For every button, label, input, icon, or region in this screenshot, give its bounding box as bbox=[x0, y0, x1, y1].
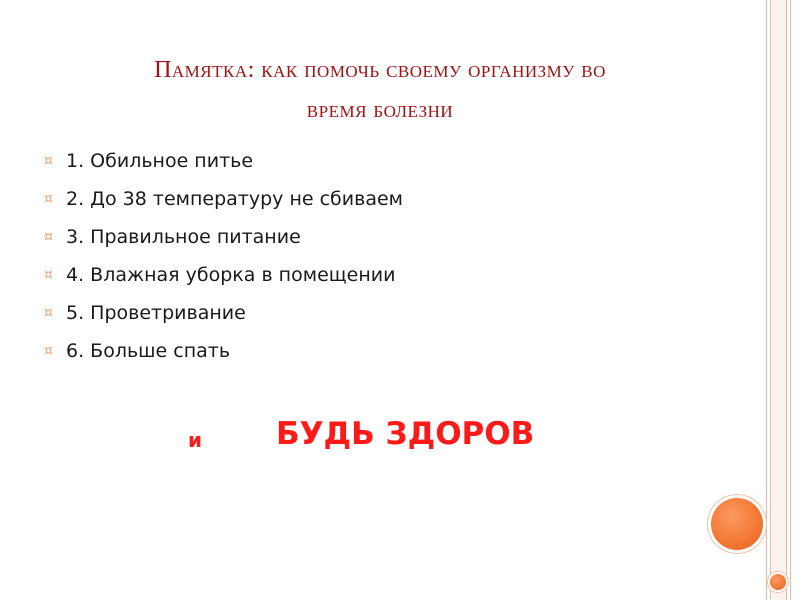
decorative-border-line bbox=[770, 0, 771, 600]
decorative-border-line bbox=[790, 0, 791, 600]
decorative-border-line bbox=[766, 0, 767, 600]
list-item-text: 2. До 38 температуру не сбиваем bbox=[66, 188, 403, 210]
slide-title bbox=[40, 50, 720, 130]
decorative-orange-circle-large bbox=[711, 498, 763, 550]
title-line-1: Памятка: как помочь своему организму во bbox=[154, 57, 606, 83]
decorative-border-line bbox=[786, 0, 787, 600]
bullet-icon: ¤ bbox=[44, 153, 53, 169]
list-item bbox=[44, 180, 403, 218]
list-item-text: 6. Больше спать bbox=[66, 340, 231, 362]
closing-conjunction: и bbox=[188, 428, 203, 452]
list-item bbox=[44, 218, 403, 256]
bullet-icon: ¤ bbox=[44, 305, 53, 321]
list-item-text: 4. Влажная уборка в помещении bbox=[66, 264, 396, 286]
bullet-icon: ¤ bbox=[44, 229, 53, 245]
closing-message: БУДЬ ЗДОРОВ bbox=[276, 416, 535, 452]
list-item bbox=[44, 294, 403, 332]
decorative-orange-circle-small bbox=[770, 574, 786, 590]
bullet-icon: ¤ bbox=[44, 343, 53, 359]
decorative-border-band bbox=[771, 0, 786, 600]
advice-list bbox=[44, 142, 403, 370]
list-item-text: 5. Проветривание bbox=[66, 302, 246, 324]
bullet-icon: ¤ bbox=[44, 267, 53, 283]
list-item-text: 3. Правильное питание bbox=[66, 226, 301, 248]
title-line-2: время болезни bbox=[306, 97, 454, 123]
bullet-icon: ¤ bbox=[44, 191, 53, 207]
list-item-text: 1. Обильное питье bbox=[66, 150, 254, 172]
list-item bbox=[44, 332, 403, 370]
list-item bbox=[44, 256, 403, 294]
list-item bbox=[44, 142, 403, 180]
